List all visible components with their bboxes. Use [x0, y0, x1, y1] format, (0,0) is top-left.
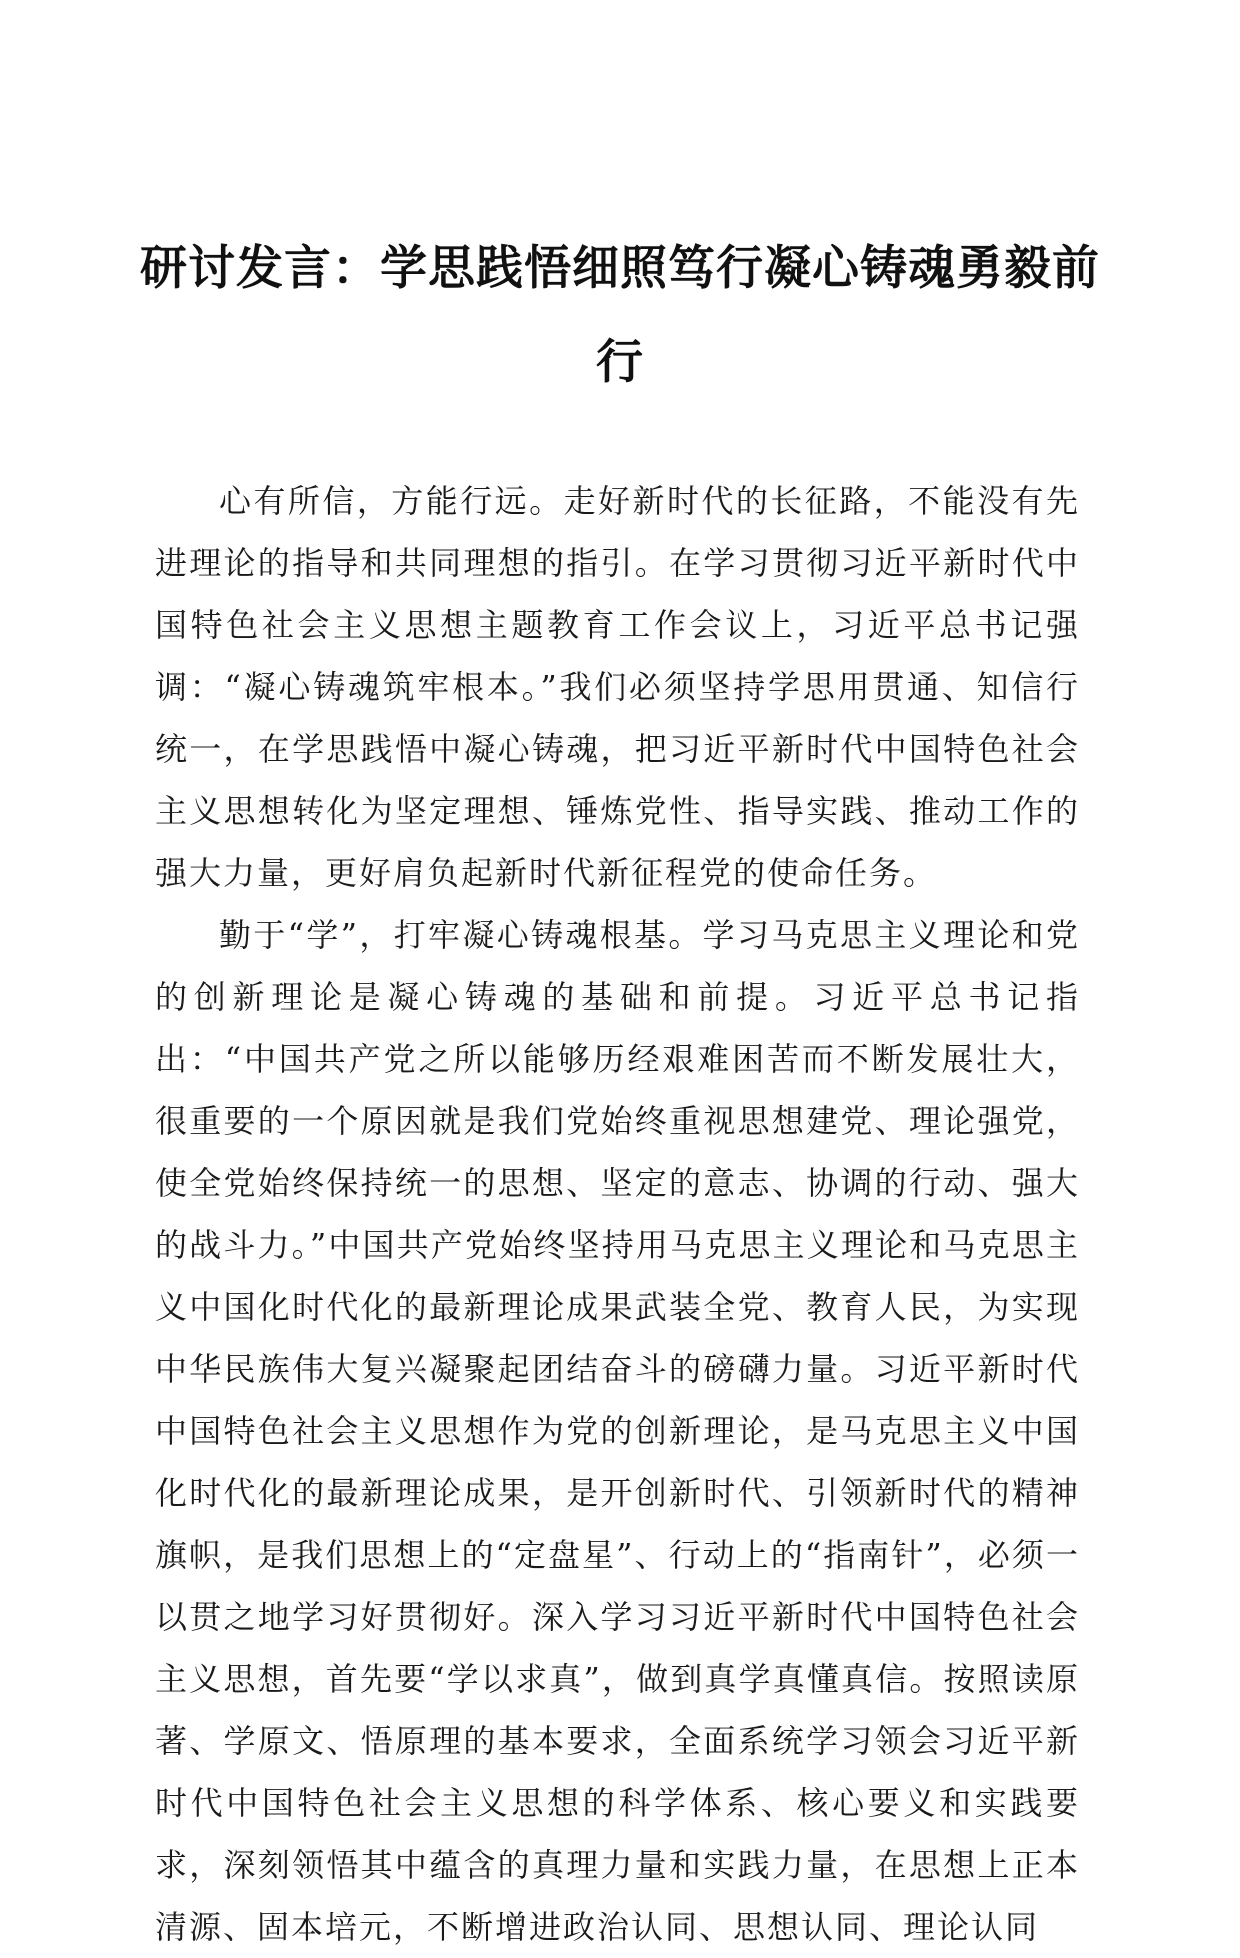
paragraph-study: 勤于“学”，打牢凝心铸魂根基。学习马克思主义理论和党的创新理论是凝心铸魂的基础和前提。习近平总书记指出：“中国共产党之所以能够历经艰难困苦而不断发展壮大，很重要的一个原因就是我们党始终重视思想建党、理论强党，使全党始终保持统一的思想、坚定的意志、协调的行动、强大的战斗力。”中国共产党始终坚持用马克思主义理论和马克思主义中国化时代化的最新理论成果武装全党、教育人民，为实现中华民族伟大复兴凝聚起团结奋斗的磅礴力量。习近平新时代中国特色社会主义思想作为党的创新理论，是马克思主义中国化时代化的最新理论成果，是开创新时代、引领新时代的精神旗帜，是我们思想上的“定盘星”、行动上的“指南针”，必须一以贯之地学习好贯彻好。深入学习习近平新时代中国特色社会主义思想，首先要“学以求真”，做到真学真懂真信。按照读原著、学原文、悟原理的基本要求，全面系统学习领会习近平新时代中国特色社会主义思想的科学体系、核心要义和实践要求，深刻领悟其中蕴含的真理力量和实践力量，在思想上正本清源、固本培元，不断增进政治认同、思想认同、理论认同: [155, 916, 1080, 1946]
document-body: [155, 470, 1080, 1958]
paragraph-intro: 心有所信，方能行远。走好新时代的长征路，不能没有先进理论的指导和共同理想的指引。在学习贯彻习近平新时代中国特色社会主义思想主题教育工作会议上，习近平总书记强调：“凝心铸魂筑牢根本。”我们必须坚持学思用贯通、知信行统一，在学思践悟中凝心铸魂，把习近平新时代中国特色社会主义思想转化为坚定理想、锤炼党性、指导实践、推动工作的强大力量，更好肩负起新时代新征程党的使命任务。: [155, 482, 1080, 892]
document-title: 研讨发言：学思践悟细照笃行凝心铸魂勇毅前行: [140, 241, 1100, 390]
